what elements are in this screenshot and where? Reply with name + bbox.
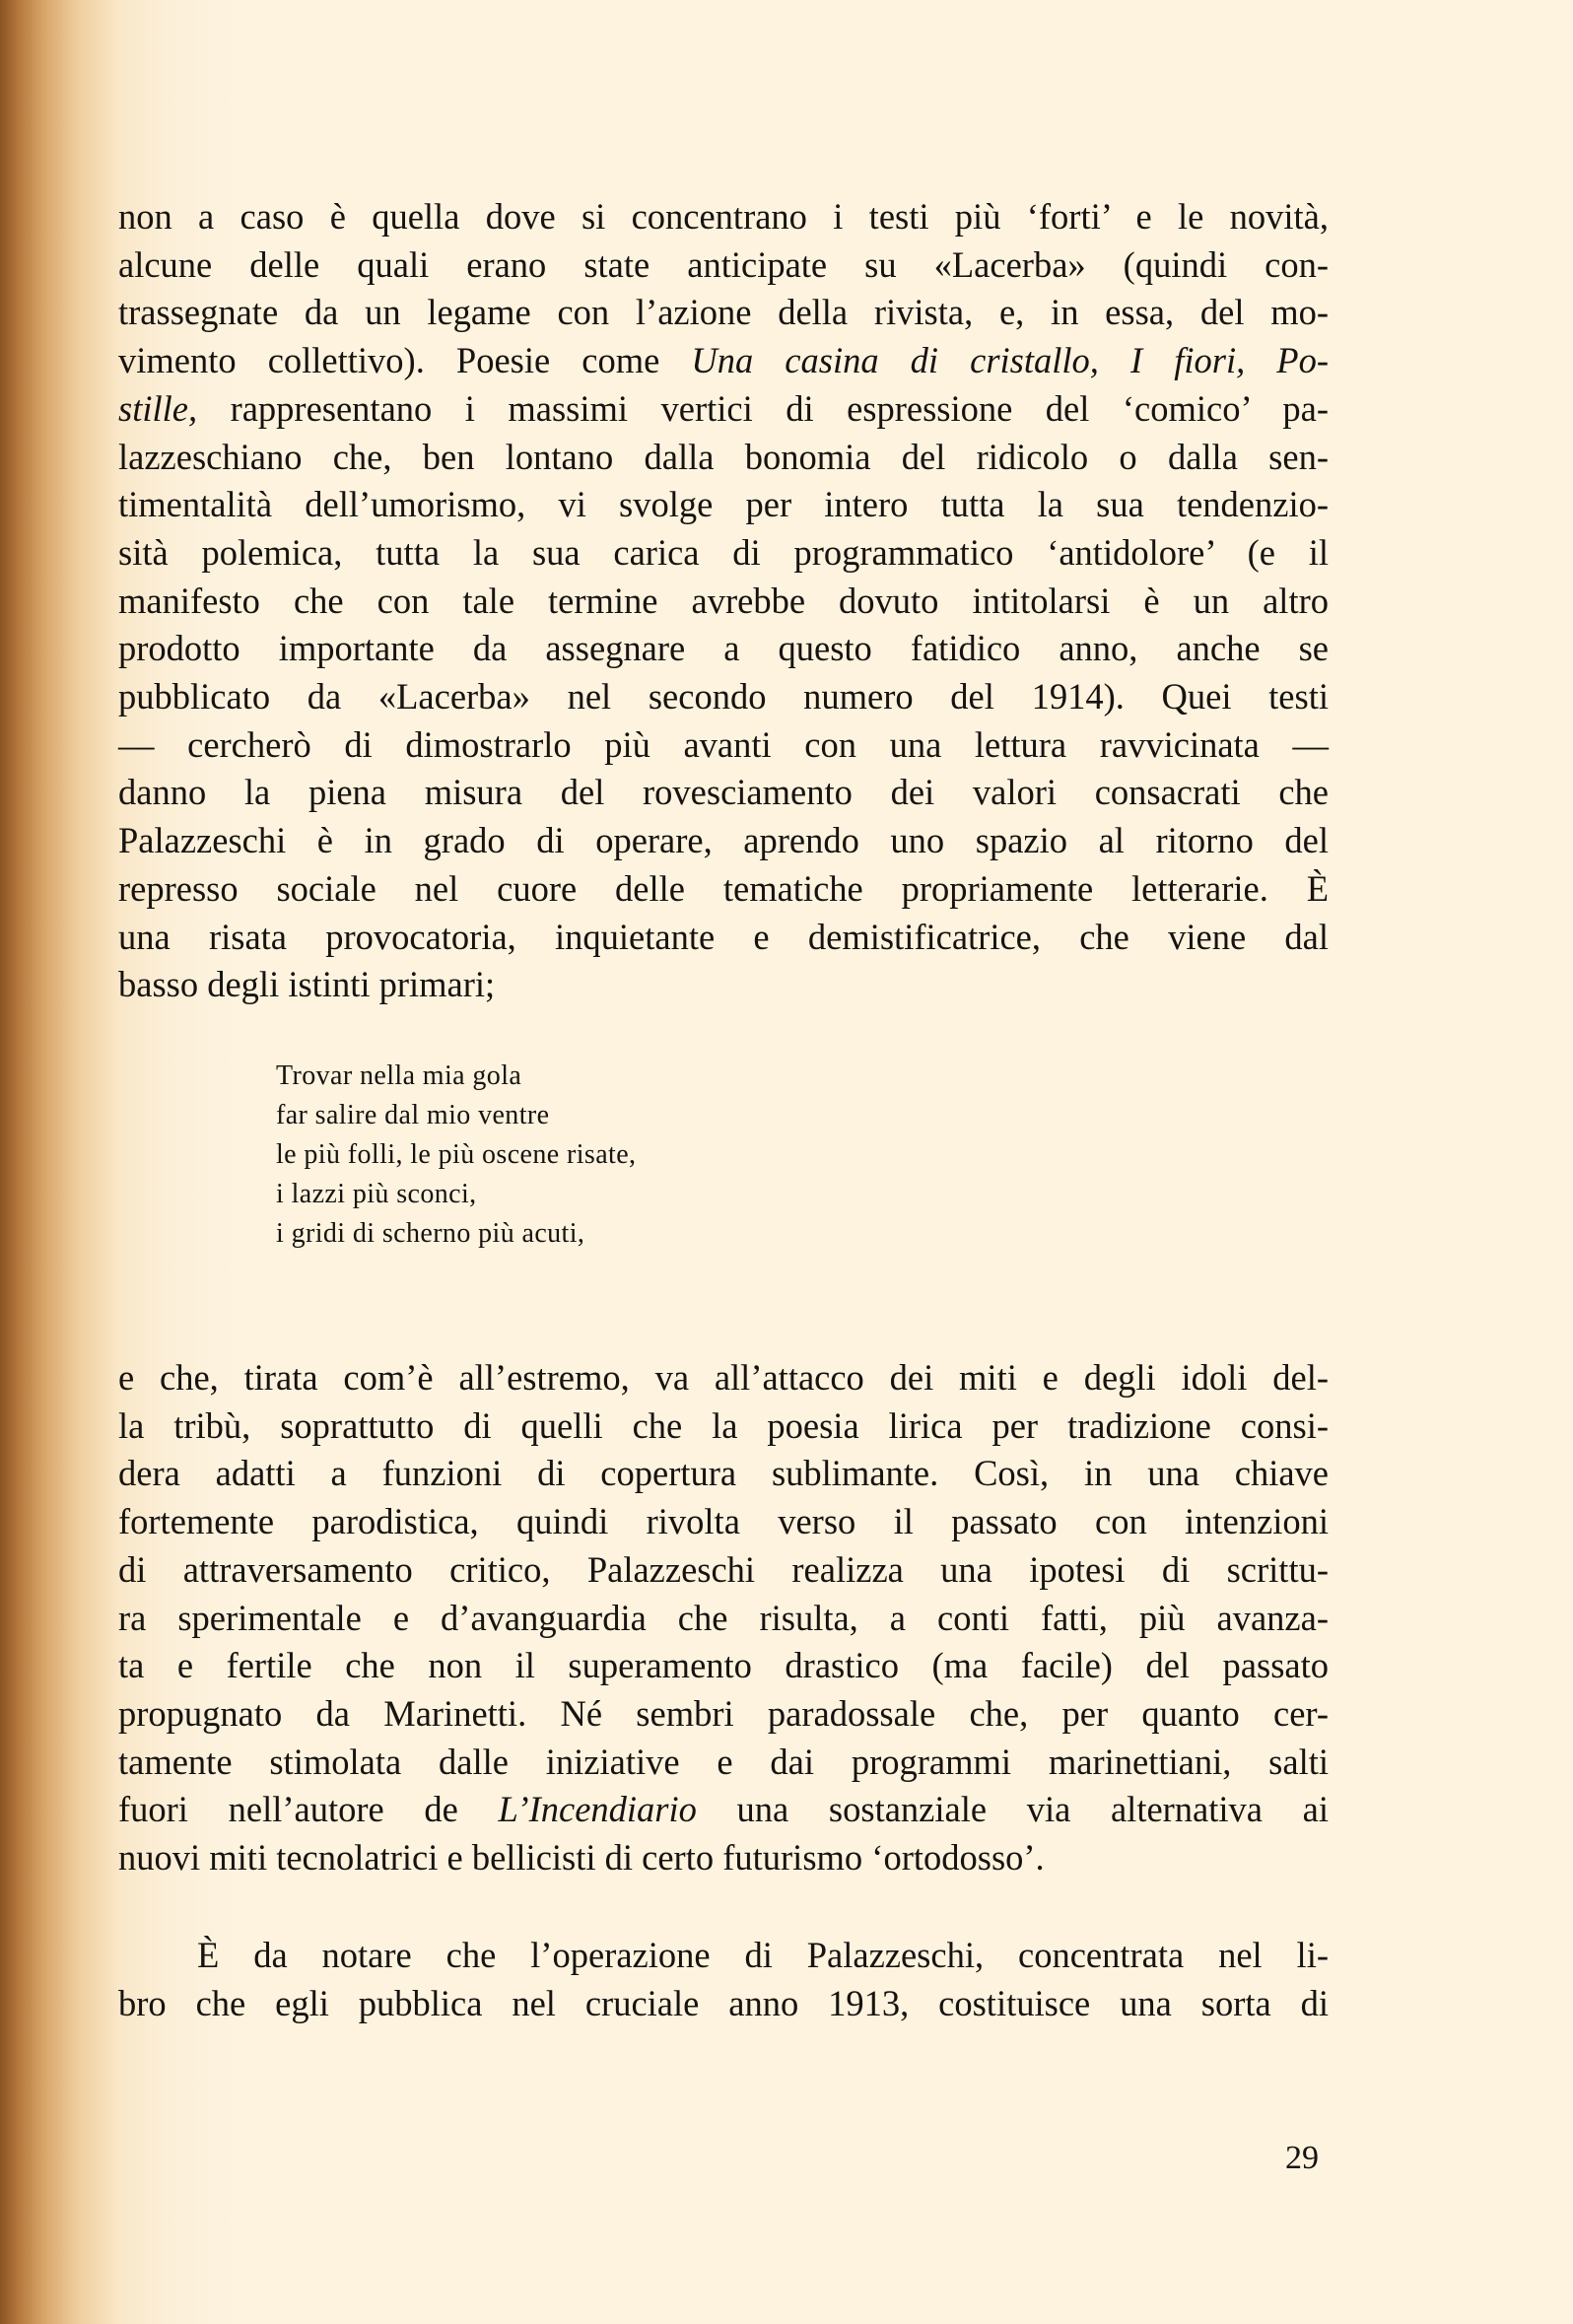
text-line: bro che egli pubblica nel cruciale anno 1913, costituisce una sorta di [118, 1982, 1329, 2023]
paragraph-3 [118, 1932, 1329, 2027]
verse-line: Trovar nella mia gola [276, 1060, 522, 1091]
text-line: prodotto importante da assegnare a questo fatidico anno, anche se [118, 628, 1329, 669]
page-number: 29 [1285, 2140, 1319, 2176]
verse-quotation [276, 1057, 636, 1254]
verse-line: i gridi di scherno più acuti, [276, 1218, 585, 1249]
text-line: ta e fertile che non il superamento drastico (ma facile) del passato [118, 1645, 1329, 1686]
text-line: e che, tirata com’è all’estremo, va all’attacco dei miti e degli idoli del- [118, 1357, 1329, 1398]
text-line: — cercherò di dimostrarlo più avanti con una lettura ravvicinata — [118, 723, 1329, 765]
text-line: fuori nell’autore de L’Incendiario una sostanziale via alternativa ai [118, 1789, 1329, 1830]
verse-line: le più folli, le più oscene risate, [276, 1139, 637, 1170]
text-line: di attraversamento critico, Palazzeschi realizza una ipotesi di scrittu- [118, 1548, 1329, 1590]
text-line: basso degli istinti primari; [118, 964, 496, 1005]
verse-line: far salire dal mio ventre [276, 1100, 550, 1130]
text-line: fortemente parodistica, quindi rivolta verso il passato con intenzioni [118, 1501, 1329, 1542]
text-line: tamente stimolata dalle iniziative e dai programmi marinettiani, salti [118, 1741, 1329, 1782]
paragraph-1 [118, 193, 1329, 1009]
text-line: sità polemica, tutta la sua carica di programmatico ‘antidolore’ (e il [118, 531, 1329, 573]
paragraph-2 [118, 1354, 1329, 1882]
text-line: timentalità dell’umorismo, vi svolge per intero tutta la sua tendenzio- [118, 484, 1329, 525]
text-line: danno la piena misura del rovesciamento dei valori consacrati che [118, 772, 1329, 813]
text-line: represso sociale nel cuore delle tematiche propriamente letterarie. È [118, 867, 1329, 909]
text-line: lazzeschiano che, ben lontano dalla bonomia del ridicolo o dalla sen- [118, 436, 1329, 477]
text-line: una risata provocatoria, inquietante e demistificatrice, che viene dal [118, 916, 1329, 957]
text-line: propugnato da Marinetti. Né sembri paradossale che, per quanto cer- [118, 1692, 1329, 1734]
text-line: vimento collettivo). Poesie come Una casina di cristallo, I fiori, Po- [118, 340, 1329, 381]
text-line: trassegnate da un legame con l’azione della rivista, e, in essa, del mo- [118, 292, 1329, 333]
text-line: non a caso è quella dove si concentrano i testi più ‘forti’ e le novità, [118, 196, 1329, 237]
text-line: dera adatti a funzioni di copertura sublimante. Così, in una chiave [118, 1453, 1329, 1494]
text-line: pubblicato da «Lacerba» nel secondo numero del 1914). Quei testi [118, 676, 1329, 718]
text-line: nuovi miti tecnolatrici e bellicisti di certo futurismo ‘ortodosso’. [118, 1837, 1045, 1879]
text-line: ra sperimentale e d’avanguardia che risulta, a conti fatti, più avanza- [118, 1597, 1329, 1638]
text-line: stille, rappresentano i massimi vertici di espressione del ‘comico’ pa- [118, 387, 1329, 429]
verse-line: i lazzi più sconci, [276, 1179, 477, 1209]
text-line: alcune delle quali erano state anticipate su «Lacerba» (quindi con- [118, 243, 1329, 285]
text-line: È da notare che l’operazione di Palazzeschi, concentrata nel li- [197, 1935, 1329, 1975]
text-line: manifesto che con tale termine avrebbe dovuto intitolarsi è un altro [118, 580, 1329, 621]
text-line: Palazzeschi è in grado di operare, aprendo uno spazio al ritorno del [118, 820, 1329, 861]
text-line: la tribù, soprattutto di quelli che la poesia lirica per tradizione consi- [118, 1404, 1329, 1446]
